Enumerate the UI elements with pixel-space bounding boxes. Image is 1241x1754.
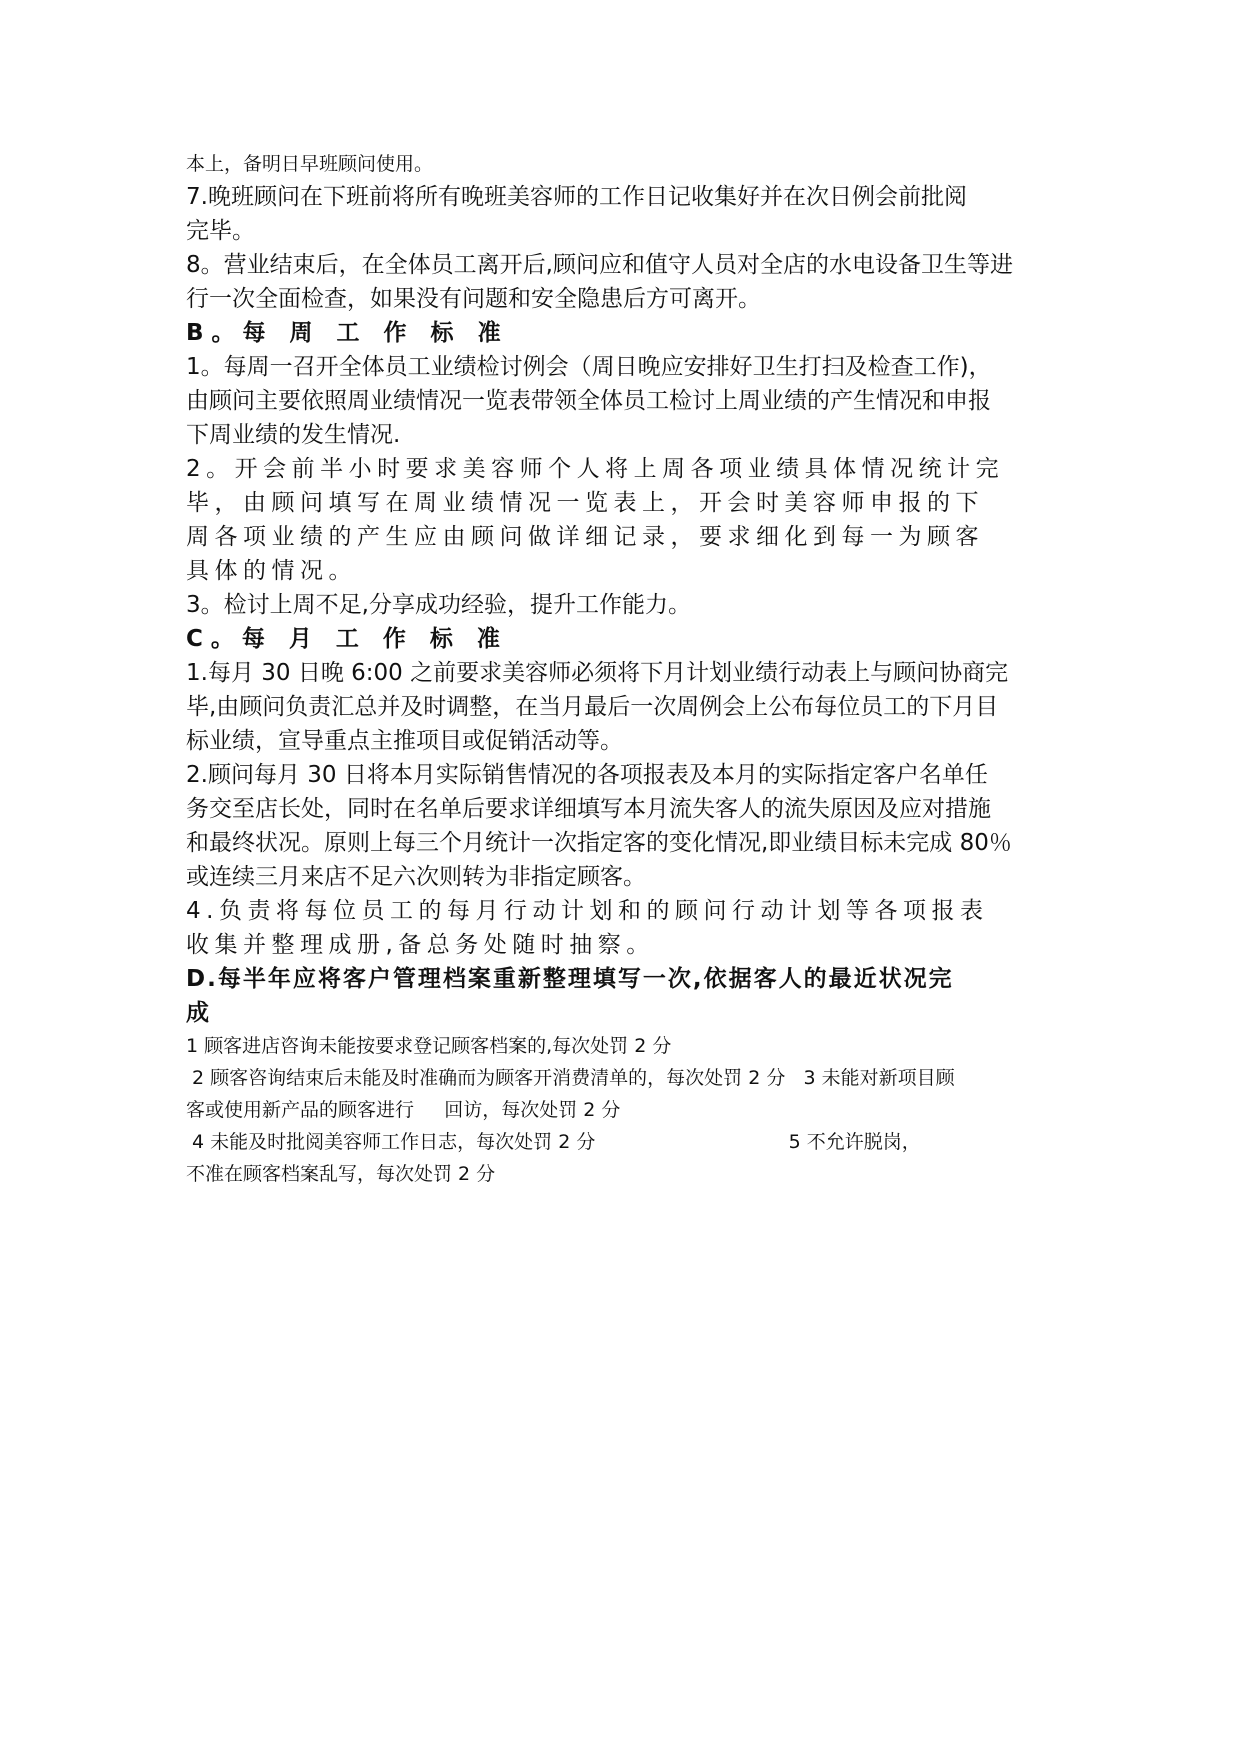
- text-line: 务交至店长处，同时在名单后要求详细填写本月流失客人的流失原因及应对措施: [186, 796, 991, 822]
- text-line: 行一次全面检查，如果没有问题和安全隐患后方可离开。: [186, 286, 761, 312]
- text-line: 4.负责将每位员工的每月行动计划和的顾问行动计划等各项报表: [186, 898, 989, 924]
- document-page: [186, 148, 1066, 1190]
- text-line: 2.顾问每月 30 日将本月实际销售情况的各项报表及本月的实际指定客户名单任: [186, 762, 988, 788]
- text-line: 2 顾客咨询结束后未能及时准确而为顾客开消费清单的，每次处罚 2 分 3 未能对新项目顾: [186, 1067, 955, 1089]
- section-heading: C。每 月 工 作 标 准: [186, 626, 508, 652]
- text-line: 本上，备明日早班顾问使用。: [186, 153, 434, 175]
- text-line: 客或使用新产品的顾客进行 回访，每次处罚 2 分: [186, 1099, 621, 1121]
- text-line: 收集并整理成册,备总务处随时抽察。: [186, 932, 655, 958]
- text-line: 8。营业结束后，在全体员工离开后,顾问应和值守人员对全店的水电设备卫生等进: [186, 252, 1013, 278]
- text-line: 毕,由顾问负责汇总并及时调整，在当月最后一次周例会上公布每位员工的下月目: [186, 694, 999, 720]
- text-line: 或连续三月来店不足六次则转为非指定顾客。: [186, 864, 646, 890]
- text-line: 2。开会前半小时要求美容师个人将上周各项业绩具体情况统计完: [186, 456, 1005, 482]
- text-line: 具体的情况。: [186, 558, 357, 584]
- text-line: 1。每周一召开全体员工业绩检讨例会（周日晚应安排好卫生打扫及检查工作)，: [186, 354, 992, 380]
- text-line: 7.晚班顾问在下班前将所有晚班美容师的工作日记收集好并在次日例会前批阅: [186, 184, 967, 210]
- text-line: 由顾问主要依照周业绩情况一览表带领全体员工检讨上周业绩的产生情况和申报: [186, 388, 991, 414]
- text-line: 毕，由顾问填写在周业绩情况一览表上，开会时美容师申报的下: [186, 490, 984, 516]
- section-heading: 成: [186, 1000, 211, 1026]
- text-line: 标业绩，宣导重点主推项目或促销活动等。: [186, 728, 623, 754]
- text-line: 下周业绩的发生情况.: [186, 422, 401, 448]
- text-line: 和最终状况。原则上每三个月统计一次指定客的变化情况,即业绩目标未完成 80％: [186, 830, 1012, 856]
- text-line: 1 顾客进店咨询未能按要求登记顾客档案的,每次处罚 2 分: [186, 1035, 672, 1057]
- section-heading: D.每半年应将客户管理档案重新整理填写一次,依据客人的最近状况完: [186, 966, 954, 992]
- text-line: 1.每月 30 日晚 6:00 之前要求美容师必须将下月计划业绩行动表上与顾问协商完: [186, 660, 1009, 686]
- text-line: 完毕。: [186, 218, 255, 244]
- section-heading: B。每 周 工 作 标 准: [186, 320, 509, 346]
- text-line: 不准在顾客档案乱写，每次处罚 2 分: [186, 1163, 496, 1185]
- text-line: 3。检讨上周不足,分享成功经验，提升工作能力。: [186, 592, 691, 618]
- text-line: 周各项业绩的产生应由顾问做详细记录，要求细化到每一为顾客: [186, 524, 984, 550]
- text-line: 4 未能及时批阅美容师工作日志，每次处罚 2 分 5 不允许脱岗，: [186, 1131, 921, 1153]
